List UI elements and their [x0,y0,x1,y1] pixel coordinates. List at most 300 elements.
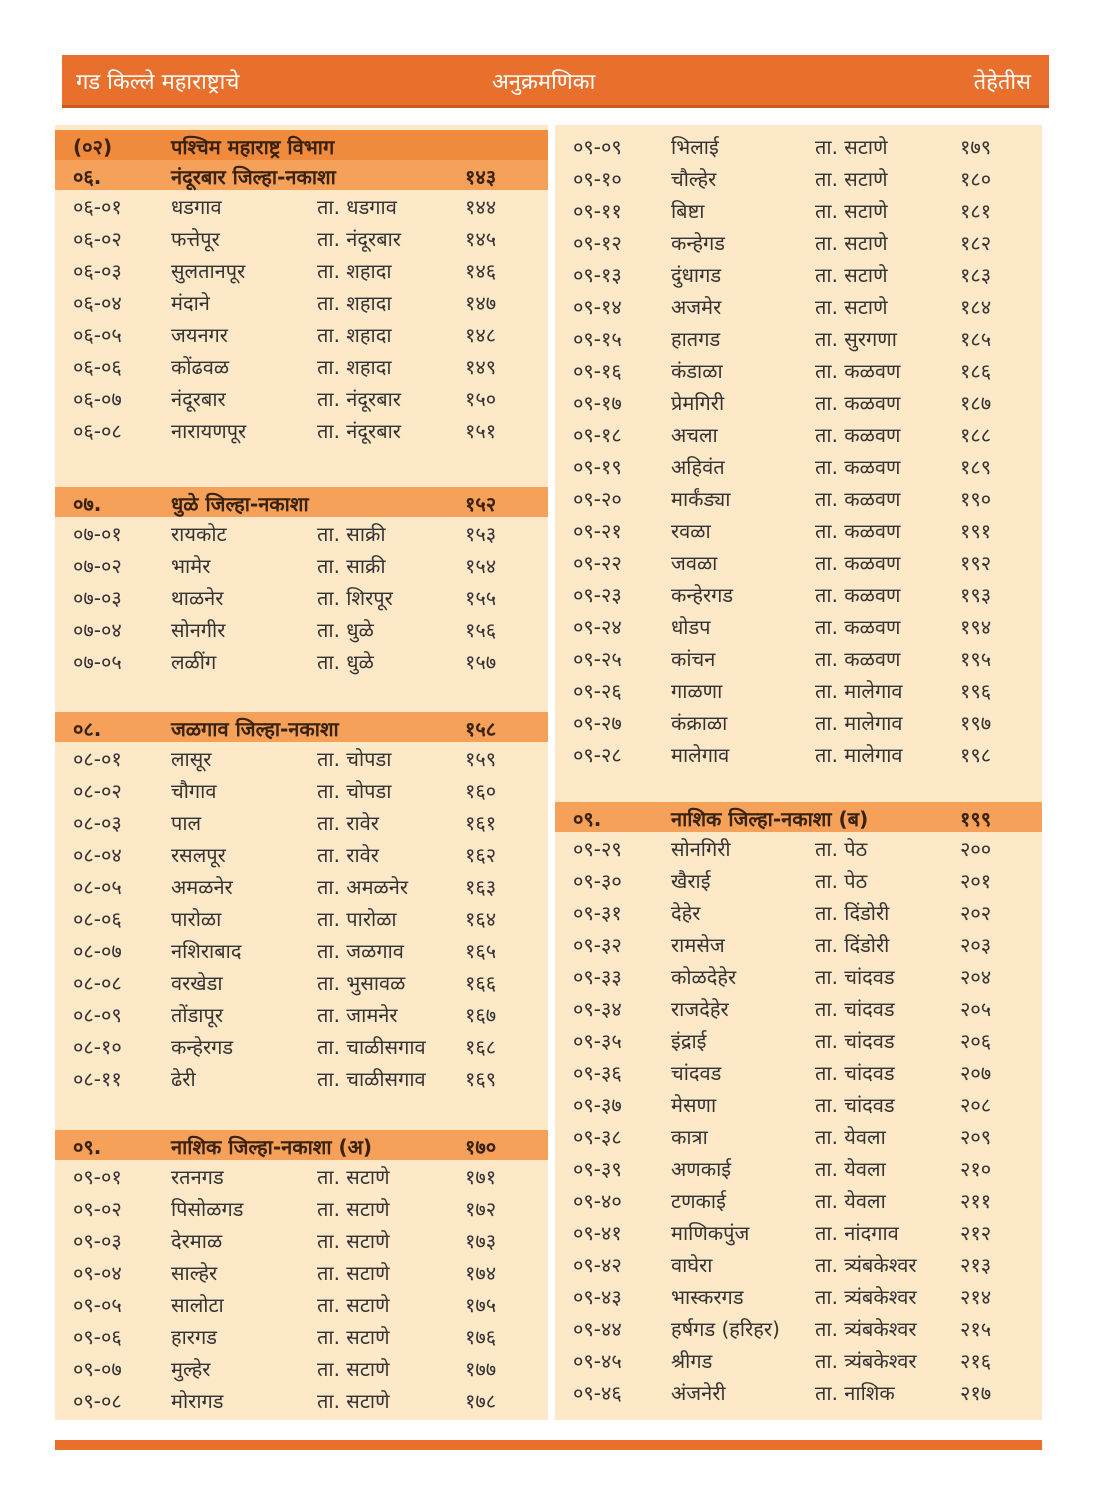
page-number: १९५ [960,647,992,671]
entry-code: ०९-२८ [573,743,622,767]
fort-name: कंडाळा [671,359,723,383]
entry-code: ०९-२७ [573,711,622,735]
taluka: ता. कळवण [815,551,901,575]
taluka: ता. चोपडा [317,779,392,803]
taluka: ता. मालेगाव [815,679,903,703]
page-number: १७४ [465,1261,497,1285]
entry-code: ०९-११ [573,199,622,223]
entry-code: ०७-०५ [73,650,122,674]
section-code: ०८. [73,717,102,741]
entry-code: ०६-०४ [73,291,122,315]
taluka: ता. रावेर [317,811,379,835]
section-page: १९९ [960,807,992,831]
entry-code: ०९-०५ [73,1293,122,1317]
entry-code: ०९-३३ [573,965,622,989]
index-row [555,482,1042,514]
taluka: ता. सटाणे [815,231,888,255]
index-row [555,1120,1042,1152]
index-row [555,1248,1042,1280]
taluka: ता. कळवण [815,423,901,447]
entry-code: ०७-०१ [73,522,122,546]
index-row [555,258,1042,290]
fort-name: पारोळा [171,907,222,931]
index-row [55,549,548,581]
index-row [555,322,1042,354]
fort-name: हातगड [671,327,721,351]
page-number: २०० [960,837,992,861]
index-row [555,162,1042,194]
page-number: १९४ [960,615,992,639]
taluka: ता. चांदवड [815,997,895,1021]
page-number: १४६ [465,259,497,283]
index-row [55,1288,548,1320]
section-page: १५८ [465,717,497,741]
index-row [555,194,1042,226]
index-column-left [55,125,548,1420]
page-number: २१५ [960,1317,992,1341]
fort-name: भिलाई [671,135,719,159]
index-row [555,418,1042,450]
entry-code: ०८-०७ [73,939,122,963]
index-row [555,1216,1042,1248]
page-number: १७९ [960,135,992,159]
entry-code: ०९-२० [573,487,622,511]
fort-name: गाळणा [671,679,723,703]
taluka: ता. सुरगणा [815,327,897,351]
section-title: नाशिक जिल्हा-नकाशा (ब) [671,807,869,831]
division-title: पश्चिम महाराष्ट्र विभाग [171,135,335,159]
taluka: ता. पेठ [815,837,868,861]
page-number: १८६ [960,359,992,383]
entry-code: ०९-०४ [73,1261,122,1285]
taluka: ता. पेठ [815,869,868,893]
fort-name: खैराई [671,869,711,893]
taluka: ता. येवला [815,1125,886,1149]
taluka: ता. सटाणे [317,1357,390,1381]
index-row [555,1152,1042,1184]
fort-name: पाल [171,811,202,835]
taluka: ता. रावेर [317,843,379,867]
section-code: ०७. [73,492,102,516]
page-number: २०५ [960,997,992,1021]
fort-name: ढेरी [171,1067,196,1091]
taluka: ता. सटाणे [815,295,888,319]
fort-name: लळींग [171,650,217,674]
index-row [555,992,1042,1024]
entry-code: ०९-४६ [573,1381,622,1405]
fort-name: नारायणपूर [171,419,247,443]
entry-code: ०९-१५ [573,327,622,351]
page-number: १८८ [960,423,992,447]
page-number: १९१ [960,519,992,543]
index-row [55,774,548,806]
taluka: ता. धुळे [317,618,374,642]
section-page: १४३ [465,165,497,189]
index-row [555,130,1042,162]
fort-name: रायकोट [171,522,227,546]
entry-code: ०९-०३ [73,1229,122,1253]
fort-name: हर्षगड (हरिहर) [671,1317,780,1341]
section-header [55,487,548,517]
index-row [555,1056,1042,1088]
page-number: २१३ [960,1253,992,1277]
page-number: १६९ [465,1067,497,1091]
fort-name: अणकाई [671,1157,732,1181]
taluka: ता. नंदूरबार [317,387,401,411]
page-number: १८३ [960,263,992,287]
taluka: ता. चांदवड [815,1061,895,1085]
entry-code: ०९-१६ [573,359,622,383]
entry-code: ०९-३४ [573,997,622,1021]
entry-code: ०८-०२ [73,779,122,803]
index-row [55,613,548,645]
fort-name: श्रीगड [671,1349,713,1373]
taluka: ता. सटाणे [815,199,888,223]
fort-name: धोडप [671,615,711,639]
entry-code: ०८-०१ [73,747,122,771]
taluka: ता. भुसावळ [317,971,406,995]
taluka: ता. कळवण [815,647,901,671]
fort-name: अमळनेर [171,875,233,899]
taluka: ता. सटाणे [317,1165,390,1189]
page-number: २०४ [960,965,992,989]
fort-name: धडगाव [171,195,222,219]
section-title: नंदूरबार जिल्हा-नकाशा [171,165,336,189]
page-number: २०२ [960,901,992,925]
page-number: २१७ [960,1381,992,1405]
index-row [555,674,1042,706]
entry-code: ०८-०४ [73,843,122,867]
page-number: १९२ [960,551,992,575]
page-number: १५६ [465,618,497,642]
index-row [55,742,548,774]
taluka: ता. मालेगाव [815,711,903,735]
fort-name: मालेगाव [671,743,730,767]
section-title: धुळे जिल्हा-नकाशा [171,492,309,516]
entry-code: ०९-४१ [573,1221,622,1245]
entry-code: ०९-२५ [573,647,622,671]
page-number: १६२ [465,843,497,867]
entry-code: ०९-०९ [573,135,622,159]
taluka: ता. नाशिक [815,1381,895,1405]
fort-name: देरमाळ [171,1229,223,1253]
page-number: १६४ [465,907,497,931]
taluka: ता. चांदवड [815,1093,895,1117]
fort-name: कांचन [671,647,716,671]
entry-code: ०९-१२ [573,231,622,255]
section-header [55,160,548,190]
index-row [555,514,1042,546]
entry-code: ०८-१० [73,1035,122,1059]
fort-name: प्रेमगिरी [671,391,725,415]
page-number: १५५ [465,586,497,610]
index-row [555,546,1042,578]
entry-code: ०८-०५ [73,875,122,899]
index-row [55,318,548,350]
district-section [55,1130,548,1416]
index-row [55,1160,548,1192]
header-underline [62,105,1049,108]
page-number: १४५ [465,227,497,251]
page-number: १६५ [465,939,497,963]
taluka: ता. त्र्यंबकेश्वर [815,1349,917,1373]
taluka: ता. कळवण [815,455,901,479]
taluka: ता. चाळीसगाव [317,1035,426,1059]
taluka: ता. येवला [815,1189,886,1213]
page-number: १४९ [465,355,497,379]
entry-code: ०८-०६ [73,907,122,931]
page-number: १५९ [465,747,497,771]
taluka: ता. दिंडोरी [815,901,890,925]
entry-code: ०८-०८ [73,971,122,995]
entry-code: ०९-३२ [573,933,622,957]
taluka: ता. सटाणे [317,1229,390,1253]
fort-name: मार्कंड्या [671,487,731,511]
index-row [55,581,548,613]
index-row [55,1352,548,1384]
fort-name: कन्हेरगड [171,1035,234,1059]
taluka: ता. मालेगाव [815,743,903,767]
index-row [555,1344,1042,1376]
index-row [555,386,1042,418]
index-row [55,254,548,286]
entry-code: ०९-४३ [573,1285,622,1309]
fort-name: नशिराबाद [171,939,242,963]
entry-code: ०९-२९ [573,837,622,861]
fort-name: रवळा [671,519,711,543]
fort-name: वरखेडा [171,971,223,995]
index-row [555,864,1042,896]
entry-code: ०९-४२ [573,1253,622,1277]
taluka: ता. कळवण [815,519,901,543]
fort-name: अहिवंत [671,455,725,479]
page-number: २१४ [960,1285,992,1309]
section-header [555,802,1042,832]
taluka: ता. सटाणे [317,1197,390,1221]
fort-name: रामसेज [671,933,725,957]
fort-name: मुल्हेर [171,1357,211,1381]
entry-code: ०८-११ [73,1067,122,1091]
taluka: ता. कळवण [815,583,901,607]
book-title: गड किल्ले महाराष्ट्राचे [76,70,240,95]
fort-name: अजमेर [671,295,722,319]
taluka: ता. साक्री [317,522,386,546]
page-number: १८० [960,167,992,191]
fort-name: पिसोळगड [171,1197,244,1221]
entry-code: ०६-०५ [73,323,122,347]
index-row [555,832,1042,864]
entry-code: ०९-१७ [573,391,622,415]
page-number: १५० [465,387,497,411]
index-row [555,1312,1042,1344]
page-number: १७७ [465,1357,497,1381]
taluka: ता. कळवण [815,615,901,639]
fort-name: वाघेरा [671,1253,713,1277]
index-row [55,350,548,382]
fort-name: सुलतानपूर [171,259,246,283]
entry-code: ०९-३५ [573,1029,622,1053]
index-row [55,1320,548,1352]
taluka: ता. जळगाव [317,939,404,963]
section-code: ०९. [73,1135,102,1159]
taluka: ता. नंदूरबार [317,419,401,443]
fort-name: सोनगीर [171,618,226,642]
page-number: १८१ [960,199,992,223]
entry-code: ०९-२६ [573,679,622,703]
index-row [555,1376,1042,1408]
entry-code: ०९-३१ [573,901,622,925]
fort-name: थाळनेर [171,586,224,610]
page-number: १७६ [465,1325,497,1349]
index-row [555,1088,1042,1120]
entry-code: ०८-०३ [73,811,122,835]
taluka: ता. त्र्यंबकेश्वर [815,1253,917,1277]
fort-name: मोरागड [171,1389,224,1413]
index-row [55,1030,548,1062]
index-row [55,222,548,254]
index-row [55,966,548,998]
taluka: ता. धुळे [317,650,374,674]
taluka: ता. नांदगाव [815,1221,899,1245]
taluka: ता. कळवण [815,391,901,415]
fort-name: सालोटा [171,1293,224,1317]
index-row [555,1280,1042,1312]
fort-name: देहेर [671,901,701,925]
fort-name: मंदाने [171,291,210,315]
section-page: १५२ [465,492,497,516]
fort-name: राजदेहेर [671,997,729,1021]
page-number: २११ [960,1189,992,1213]
page-number: १६६ [465,971,497,995]
index-row [555,706,1042,738]
page-number: १५१ [465,419,497,443]
fort-name: कंक्राळा [671,711,728,735]
entry-code: ०९-४४ [573,1317,622,1341]
entry-code: ०९-४५ [573,1349,622,1373]
fort-name: कोळदेहेर [671,965,737,989]
fort-name: चौल्हेर [671,167,717,191]
entry-code: ०९-०६ [73,1325,122,1349]
index-row [55,838,548,870]
taluka: ता. धडगाव [317,195,397,219]
index-row [55,1256,548,1288]
entry-code: ०९-३८ [573,1125,622,1149]
index-row [55,1062,548,1094]
index-row [555,960,1042,992]
page-number: १७५ [465,1293,497,1317]
page-number: २०१ [960,869,992,893]
index-row [55,998,548,1030]
index-row [55,1224,548,1256]
index-row [555,450,1042,482]
section-code: ०६. [73,165,102,189]
entry-code: ०७-०३ [73,586,122,610]
fort-name: टणकाई [671,1189,726,1213]
district-section [55,712,548,1094]
page-number: २०७ [960,1061,992,1085]
page-number: १६८ [465,1035,497,1059]
fort-name: कन्हेगड [671,231,725,255]
taluka: ता. कळवण [815,359,901,383]
taluka: ता. कळवण [815,487,901,511]
page-number: १७३ [465,1229,497,1253]
fort-name: इंद्राई [671,1029,707,1053]
taluka: ता. शहादा [317,259,392,283]
index-row [55,934,548,966]
taluka: ता. शहादा [317,355,392,379]
entry-code: ०९-१० [573,167,622,191]
entry-code: ०७-०२ [73,554,122,578]
page-number: १५४ [465,554,497,578]
fort-name: नंदूरबार [171,387,226,411]
index-row [55,806,548,838]
taluka: ता. सटाणे [317,1293,390,1317]
entry-code: ०९-०८ [73,1389,122,1413]
fort-name: कोंढवळ [171,355,230,379]
division-code: (०२) [73,135,113,159]
fort-name: भामेर [171,554,211,578]
entry-code: ०९-२१ [573,519,622,543]
fort-name: माणिकपुंज [671,1221,750,1245]
fort-name: कात्रा [671,1125,708,1149]
entry-code: ०९-१४ [573,295,622,319]
page-number: १६० [465,779,497,803]
taluka: ता. सटाणे [317,1261,390,1285]
district-section-continued [555,130,1042,770]
index-row [55,382,548,414]
section-code: ०९. [573,807,602,831]
fort-name: चांदवड [671,1061,722,1085]
page-number: २०८ [960,1093,992,1117]
fort-name: हारगड [171,1325,217,1349]
fort-name: अचला [671,423,718,447]
page-number: १४७ [465,291,497,315]
district-section [55,487,548,677]
taluka: ता. नंदूरबार [317,227,401,251]
index-row [555,354,1042,386]
taluka: ता. सटाणे [815,167,888,191]
index-row [55,1192,548,1224]
taluka: ता. शहादा [317,323,392,347]
entry-code: ०९-०७ [73,1357,122,1381]
entry-code: ०९-३० [573,869,622,893]
index-row [55,517,548,549]
index-row [555,642,1042,674]
index-row [55,414,548,446]
index-row [555,578,1042,610]
index-row [55,902,548,934]
page-number: १८२ [960,231,992,255]
fort-name: कन्हेरगड [671,583,734,607]
page-number: १८४ [960,295,992,319]
entry-code: ०९-२२ [573,551,622,575]
page-number: १९६ [960,679,992,703]
entry-code: ०९-१३ [573,263,622,287]
entry-code: ०८-०९ [73,1003,122,1027]
page-number: १६३ [465,875,497,899]
entry-code: ०६-०६ [73,355,122,379]
taluka: ता. पारोळा [317,907,397,931]
page-number: १५७ [465,650,497,674]
entry-code: ०९-३९ [573,1157,622,1181]
fort-name: रतनगड [171,1165,224,1189]
page-number: १६१ [465,811,497,835]
fort-name: अंजनेरी [671,1381,726,1405]
fort-name: सोनगिरी [671,837,731,861]
page-number-word: तेहेतीस [973,70,1031,95]
index-row [55,1384,548,1416]
page-number: १६७ [465,1003,497,1027]
